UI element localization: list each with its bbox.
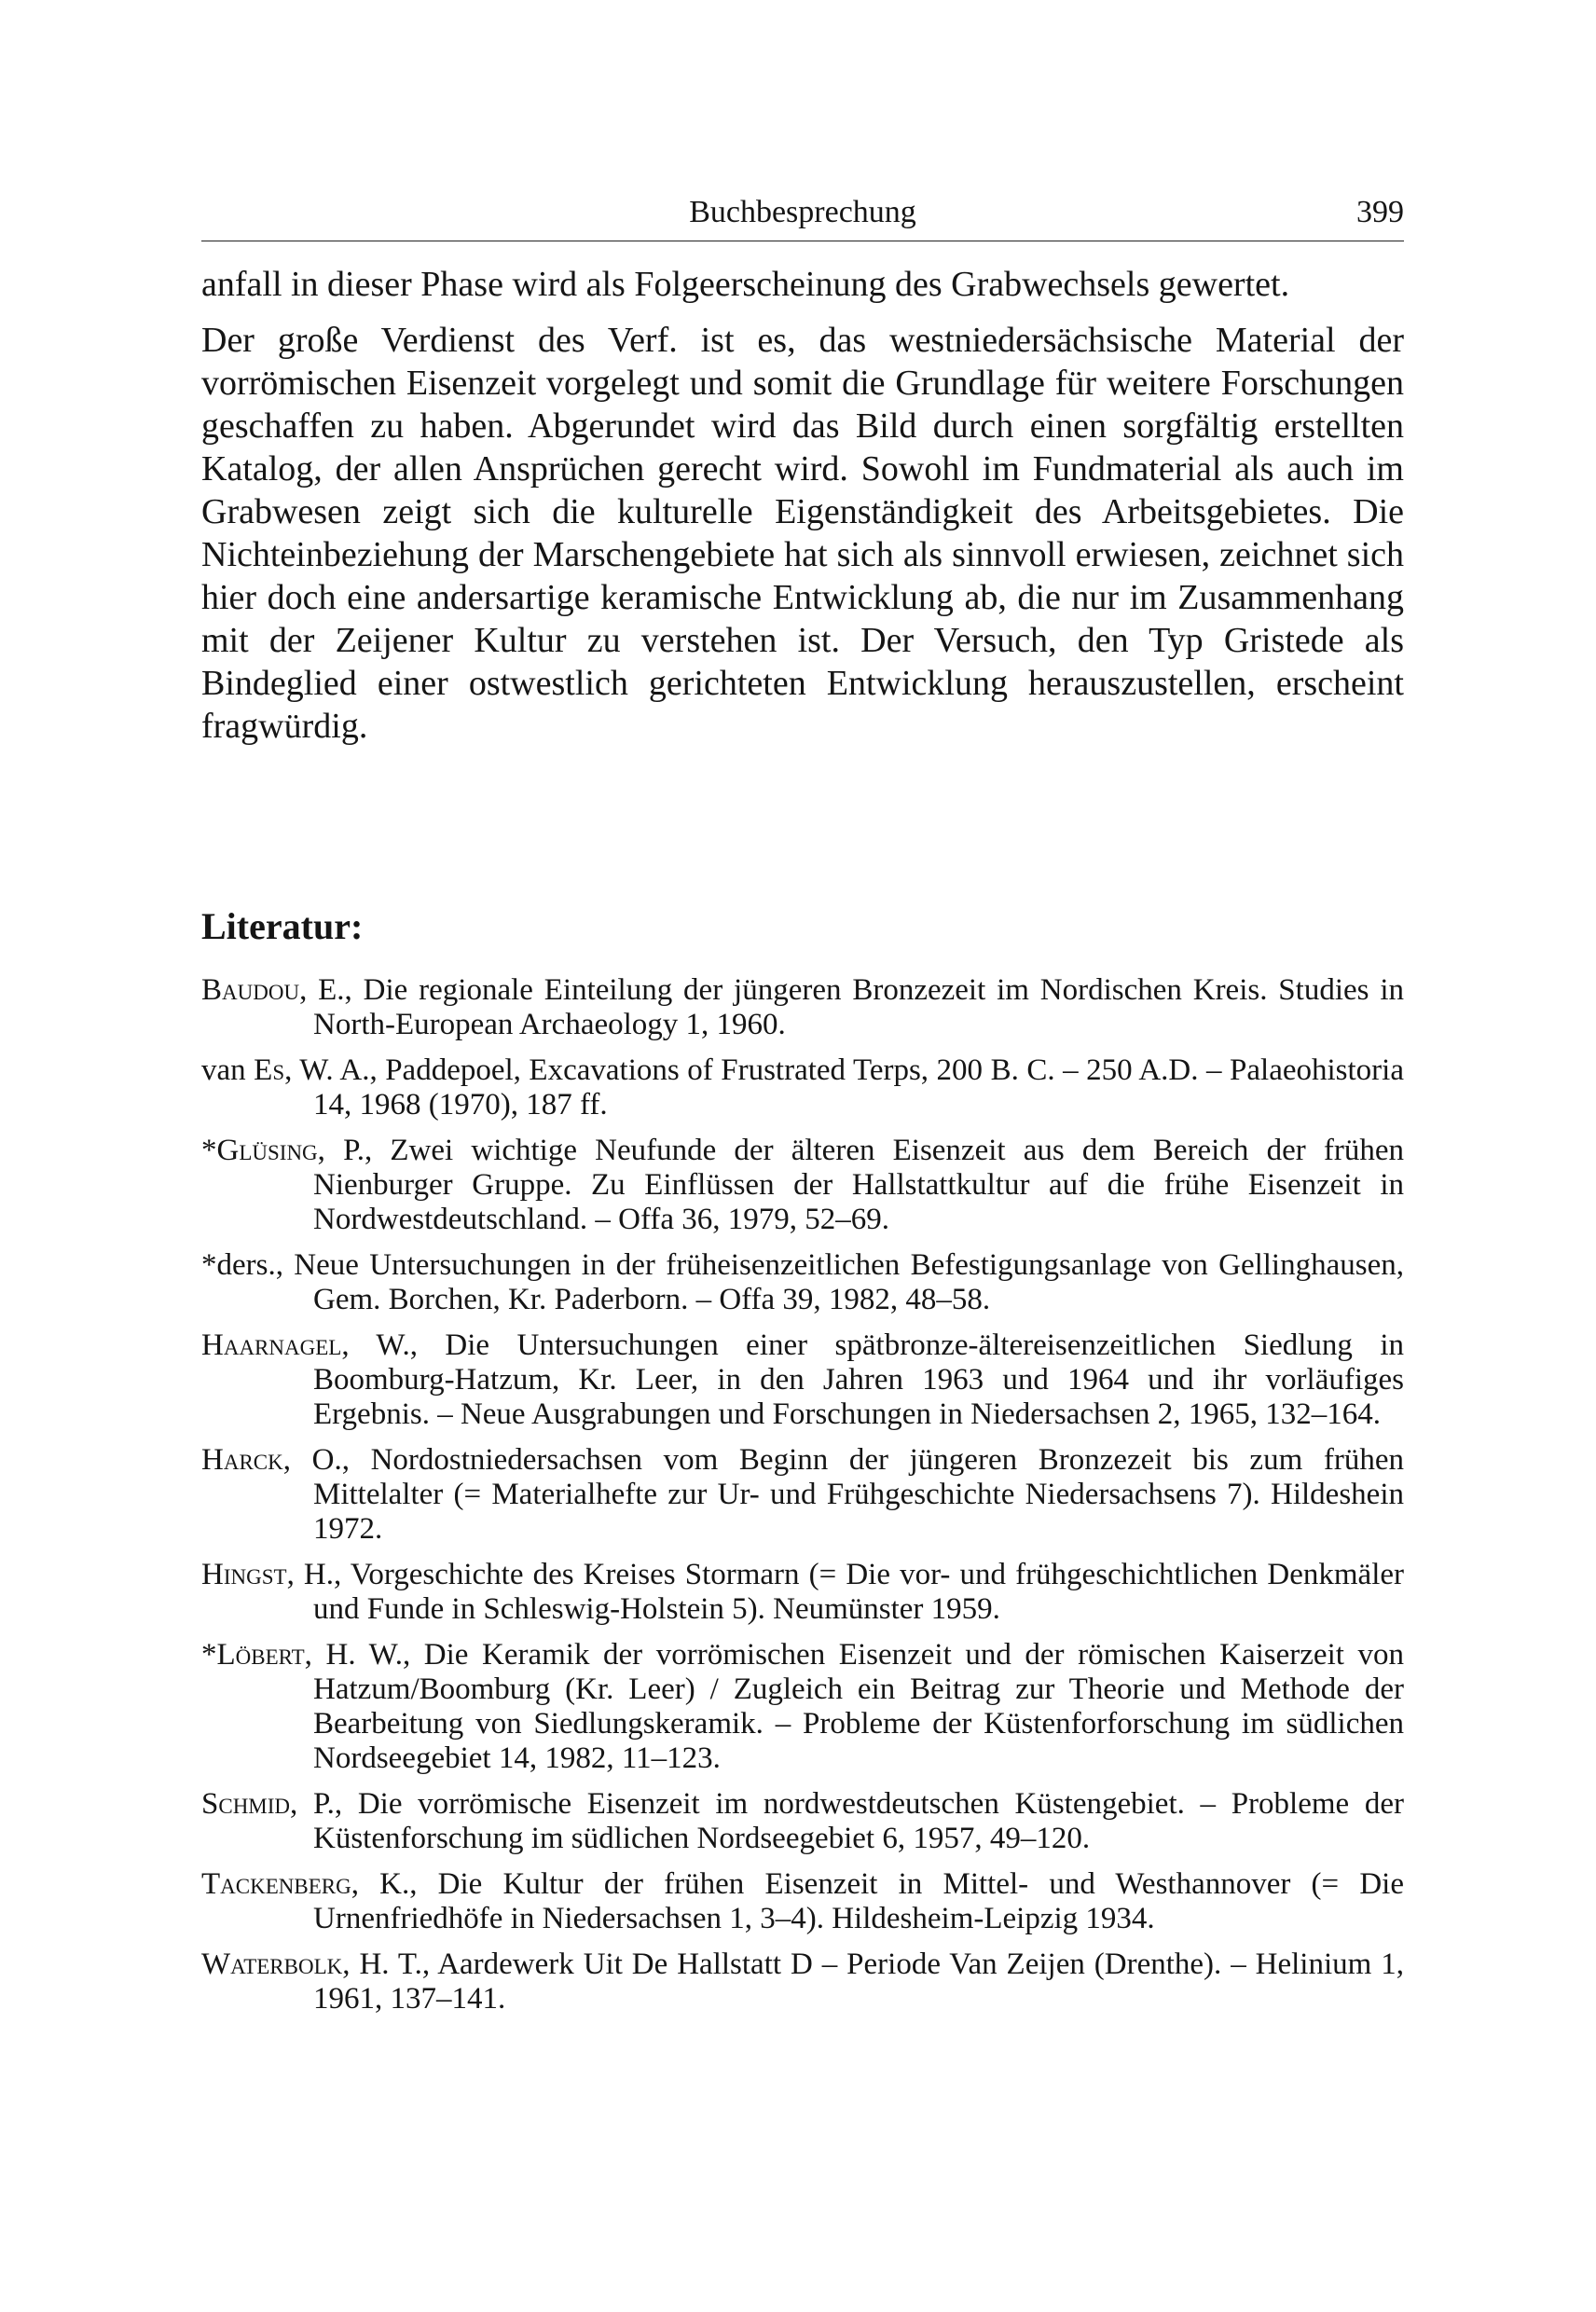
reference-details: , H. T., Aardewerk Uit De Hallstatt D – Periode Van Zeijen (Drenthe). – Helinium 1, 1961, 137–141. [313, 1947, 1404, 2016]
reference-author: Baudou [201, 973, 300, 1007]
reference-prefix: * [201, 1638, 217, 1672]
body-paragraph-2: Der große Verdienst des Verf. ist es, das westniedersächsische Material der vorrömischen Eisenzeit vorgelegt und somit die Grundlage für weitere Forschungen geschaffen zu haben. Abgerundet wird das Bild durch einen sorgfältig erstellten Katalog, der allen Ansprüchen gerecht wird. Sowohl im Fundmaterial als auch im Grabwesen zeigt sich die kulturelle Eigenständigkeit des Arbeitsgebietes. Die Nichteinbeziehung der Marschengebiete hat sich als sinnvoll erwiesen, zeichnet sich hier doch eine andersartige keramische Entwicklung ab, die nur im Zusammenhang mit der Zeijener Kultur zu verstehen ist. Der Versuch, den Typ Gristede als Bindeglied einer ostwestlich gerichteten Entwicklung herauszustellen, erscheint fragwürdig. [201, 321, 1404, 746]
running-head-title: Buchbesprechung [689, 195, 916, 229]
reference-details: , K., Die Kultur der frühen Eisenzeit in Mittel- und Westhannover (= Die Urnenfriedhöfe in Niedersachsen 1, 3–4). Hildesheim-Leipzig 1934. [313, 1867, 1404, 1935]
reference-entry [201, 1867, 1404, 1936]
reference-author: Hingst [201, 1558, 287, 1591]
reference-entry [201, 1558, 1404, 1627]
page-number: 399 [1356, 195, 1404, 229]
reference-prefix: van [201, 1053, 255, 1087]
reference-details: , O., Nordostniedersachsen vom Beginn der jüngeren Bronzezeit bis zum frühen Mittelalter (= Materialhefte zur Ur- und Frühgeschichte Niedersachsens 7). Hildeshein 1972. [282, 1443, 1404, 1546]
reference-details: , W. A., Paddepoel, Excavations of Frustrated Terps, 200 B. C. – 250 A.D. – Palaeohistoria 14, 1968 (1970), 187 ff. [284, 1053, 1404, 1122]
reference-details: , H. W., Die Keramik der vorrömischen Eisenzeit und der römischen Kaiserzeit von Hatzum/Boomburg (Kr. Leer) / Zugleich ein Beitrag zur Theorie und Methode der Bearbeitung von Siedlungskeramik. – Probleme der Küstenforforschung im südlichen Nordseegebiet 14, 1982, 11–123. [304, 1638, 1404, 1775]
reference-details: , P., Die vorrömische Eisenzeit im nordwestdeutschen Küstengebiet. – Probleme der Küstenforschung im südlichen Nordseegebiet 6, 1957, 49–120. [290, 1787, 1404, 1855]
reference-details: , E., Die regionale Einteilung der jüngeren Bronzezeit im Nordischen Kreis. Studies in North-European Archaeology 1, 1960. [299, 973, 1404, 1041]
reference-details: ders., Neue Untersuchungen in der früheisenzeitlichen Befestigungsanlage von Gellinghausen, Gem. Borchen, Kr. Paderborn. – Offa 39, 1982, 48–58. [216, 1248, 1404, 1316]
document-page [201, 0, 1404, 2312]
reference-author: Schmid [201, 1787, 291, 1821]
reference-author: Glüsing [216, 1134, 318, 1167]
body-paragraph-1: anfall in dieser Phase wird als Folgeerscheinung des Grabwechsels gewertet. [201, 265, 1290, 304]
reference-entry [201, 1443, 1404, 1547]
reference-author: Waterbolk [201, 1947, 343, 1981]
reference-author: Es [254, 1053, 285, 1087]
reference-entry [201, 1134, 1404, 1237]
review-body [201, 263, 1404, 761]
reference-entry [201, 1947, 1404, 2016]
reference-author: Tackenberg [201, 1867, 351, 1901]
reference-entry [201, 1053, 1404, 1122]
reference-entry [201, 1787, 1404, 1856]
running-head [201, 190, 1404, 235]
reference-details: , H., Vorgeschichte des Kreises Stormarn (= Die vor- und frühgeschichtlichen Denkmäler und Funde in Schleswig-Holstein 5). Neumünster 1959. [286, 1558, 1404, 1626]
reference-prefix: * [201, 1134, 217, 1167]
reference-author: Löbert [216, 1638, 305, 1672]
reference-details: , W., Die Untersuchungen einer spätbronze-ältereisenzeitlichen Siedlung in Boomburg-Hatzum, Kr. Leer, in den Jahren 1963 und 1964 und ihr vorläufiges Ergebnis. – Neue Ausgrabungen und Forschungen in Niedersachsen 2, 1965, 132–164. [313, 1328, 1404, 1431]
reference-entry [201, 973, 1404, 1042]
reference-list [201, 973, 1404, 2028]
reference-entry [201, 1638, 1404, 1776]
reference-author: Haarnagel [201, 1328, 342, 1362]
reference-prefix: * [201, 1248, 217, 1282]
literature-heading: Literatur: [201, 905, 364, 947]
reference-details: , P., Zwei wichtige Neufunde der älteren Eisenzeit aus dem Bereich der frühen Nienburger Gruppe. Zu Einflüssen der Hallstattkultur auf die frühe Eisenzeit in Nordwestdeutschland. – Offa 36, 1979, 52–69. [313, 1134, 1404, 1236]
reference-entry [201, 1248, 1404, 1317]
reference-entry [201, 1328, 1404, 1432]
reference-author: Harck [201, 1443, 283, 1477]
